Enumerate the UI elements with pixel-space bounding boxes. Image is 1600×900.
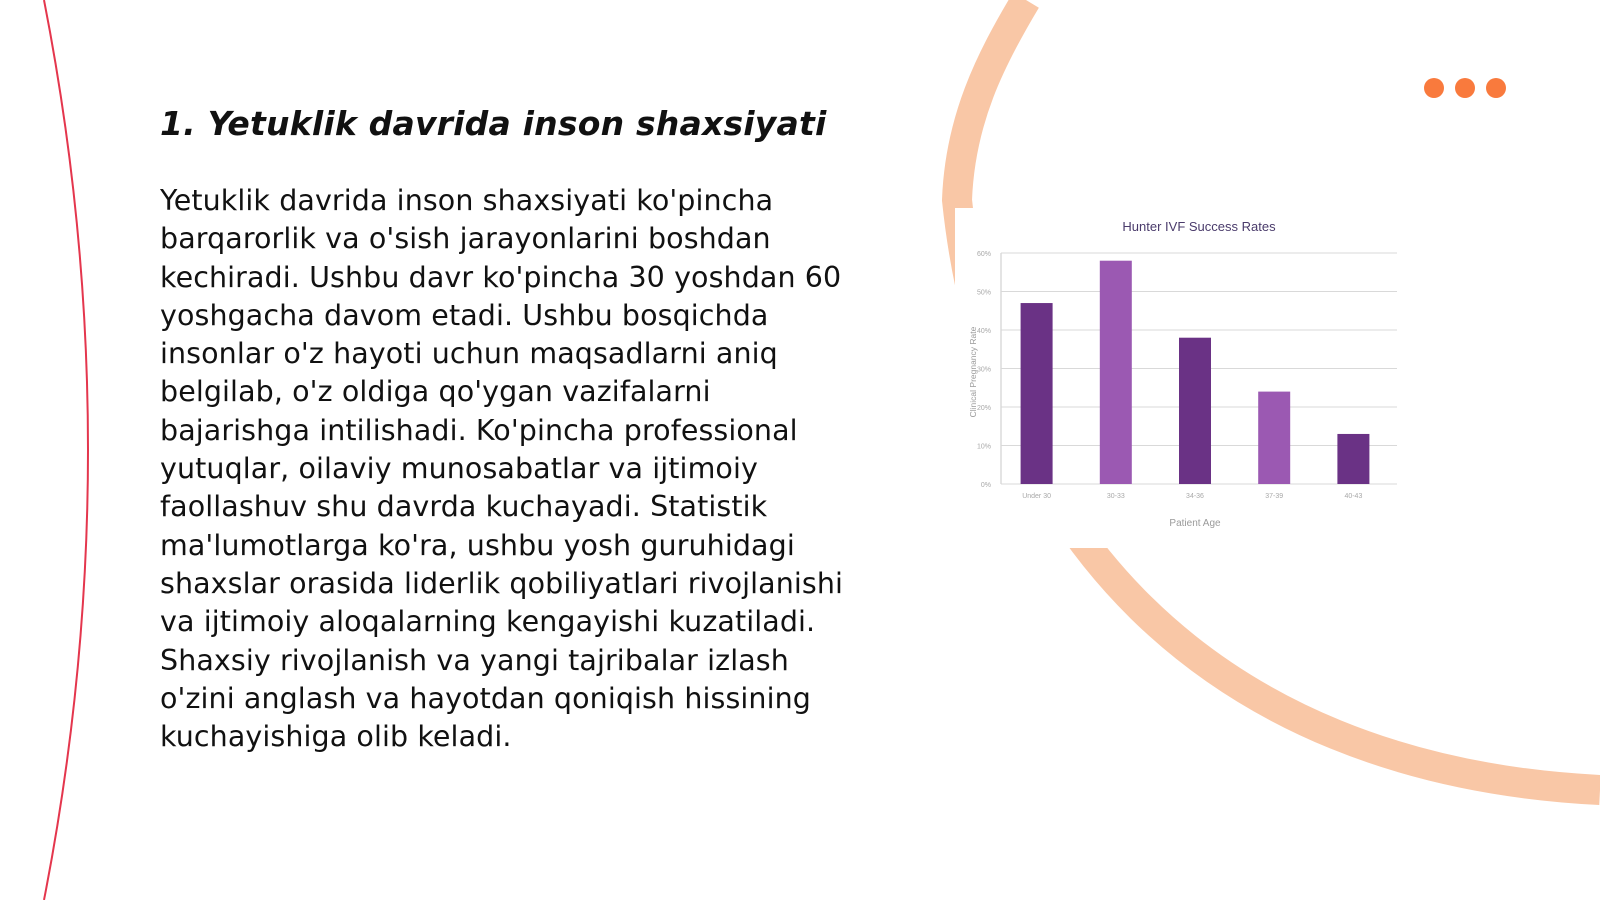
- x-tick-label: 34-36: [1186, 493, 1204, 500]
- x-tick-label: 30-33: [1106, 493, 1125, 500]
- x-tick-label: Under 30: [1022, 493, 1051, 500]
- chart-panel: [955, 208, 1443, 548]
- y-tick-label: 60%: [976, 251, 991, 258]
- x-tick-label: 37-39: [1265, 493, 1284, 500]
- bar: [1258, 392, 1290, 484]
- dot-2: [1455, 78, 1475, 98]
- left-accent-curve: [44, 0, 88, 900]
- bar: [1337, 434, 1369, 484]
- decorative-dots: [1424, 78, 1506, 98]
- y-tick-label: 20%: [976, 405, 991, 412]
- y-axis-label: Clinical Pregnancy Rate: [968, 326, 978, 418]
- y-tick-label: 0%: [980, 482, 991, 489]
- chart-title: Hunter IVF Success Rates: [1122, 219, 1276, 234]
- chart-bars: [1021, 261, 1370, 484]
- y-tick-label: 40%: [976, 328, 991, 335]
- bar: [1179, 338, 1211, 484]
- bar: [1021, 303, 1053, 484]
- body-paragraph: Yetuklik davrida inson shaxsiyati ko'pincha barqarorlik va o'sish jarayonlarini boshdan kechiradi. Ushbu davr ko'pincha 30 yoshdan 60 yoshgacha davom etadi. Ushbu bosqichda insonlar o'z hayoti uchun maqsadlarni aniq belgilab, o'z oldiga qo'ygan vazifalarni bajarishga intilishadi. Ko'pincha professional yutuqlar, oilaviy munosabatlar va ijtimoiy faollashuv shu davrda kuchayadi. Statistik ma'lumotlarga ko'ra, ushbu yosh guruhidagi shaxslar orasida liderlik qobiliyatlari rivojlanishi va ijtimoiy aloqalarning kengayishi kuzatiladi. Shaxsiy rivojlanish va yangi tajribalar izlash o'zini anglash va hayotdan qoniqish hissining kuchayishiga olib keladi.: [160, 184, 844, 754]
- y-tick-label: 10%: [976, 443, 991, 451]
- dot-1: [1424, 78, 1444, 98]
- y-tick-label: 30%: [976, 366, 991, 374]
- bar-chart: [955, 208, 1443, 548]
- slide-title: 1. Yetuklik davrida inson shaxsiyati: [160, 104, 827, 143]
- x-axis-label: Patient Age: [1169, 518, 1221, 529]
- bar: [1100, 261, 1132, 484]
- x-tick-label: 40-43: [1344, 493, 1363, 500]
- y-tick-label: 50%: [976, 289, 991, 297]
- dot-3: [1486, 78, 1506, 98]
